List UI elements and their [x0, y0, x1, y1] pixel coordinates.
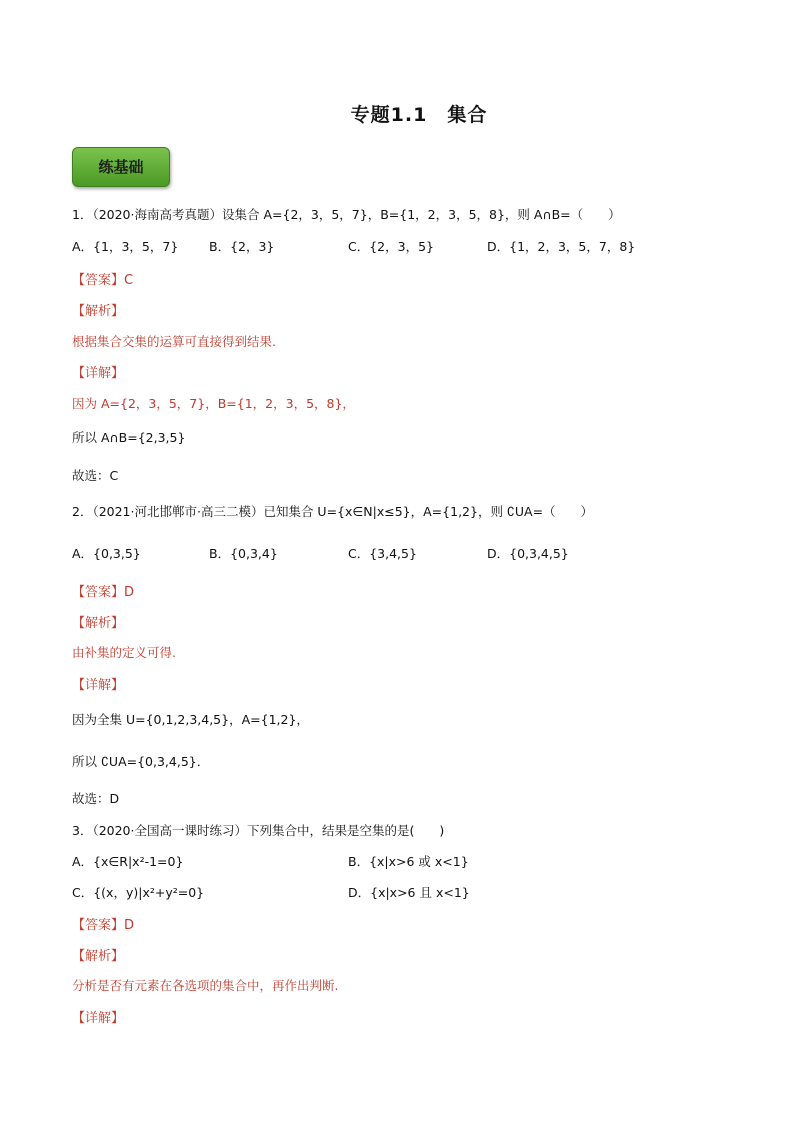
question-1: 1．（2020·海南高考真题）设集合 A={2，3，5，7}，B={1，2，3，5，8}，则 A∩B=（ ）: [72, 207, 621, 222]
q3-answer: D: [124, 918, 135, 933]
q1-detail-1: 因为 A={2，3，5，7}，B={1，2，3，5，8}，: [72, 396, 355, 411]
q2-answer: D: [124, 585, 135, 600]
q1-analysis-label: 【解析】: [72, 304, 125, 319]
q1-choice: 故选：C: [72, 468, 119, 483]
q3-option-d: D．{x|x>6 且 x<1}: [348, 885, 470, 900]
q2-detail-label: 【详解】: [72, 678, 125, 693]
q1-detail-label: 【详解】: [72, 366, 125, 381]
q1-analysis: 根据集合交集的运算可直接得到结果.: [72, 334, 276, 349]
q1-answer-row: [72, 269, 133, 288]
q1-option-d: D．{1，2，3，5，7，8}: [487, 239, 636, 254]
q1-option-c: C．{2，3，5}: [348, 239, 434, 254]
q1-detail-2: 所以 A∩B={2,3,5}: [72, 430, 186, 445]
q2-detail-1: 因为全集 U={0,1,2,3,4,5}，A={1,2}，: [72, 712, 309, 727]
q2-analysis-label: 【解析】: [72, 616, 125, 631]
section-badge: 练基础: [72, 147, 170, 187]
q3-detail-label: 【详解】: [72, 1011, 125, 1026]
q3-option-a: A．{x∈R|x²-1=0}: [72, 854, 184, 869]
answer-label: 【答案】: [72, 273, 125, 288]
page-title: 专题1.1 集合: [350, 104, 488, 126]
q2-analysis: 由补集的定义可得.: [72, 645, 176, 660]
q2-answer-row: [72, 581, 134, 600]
q2-option-d: D．{0,3,4,5}: [487, 546, 569, 561]
answer-label: 【答案】: [72, 918, 125, 933]
question-2: 2．（2021·河北邯郸市·高三二模）已知集合 U={x∈N|x≤5}，A={1,2}，则 ∁UA=（ ）: [72, 504, 594, 519]
q3-analysis: 分析是否有元素在各选项的集合中，再作出判断.: [72, 978, 339, 993]
q2-option-c: C．{3,4,5}: [348, 546, 417, 561]
q3-answer-row: [72, 914, 134, 933]
q3-option-b: B．{x|x>6 或 x<1}: [348, 854, 469, 869]
q1-answer: C: [124, 273, 134, 288]
q3-analysis-label: 【解析】: [72, 949, 125, 964]
q2-choice: 故选：D: [72, 791, 120, 806]
q2-option-b: B．{0,3,4}: [209, 546, 278, 561]
q3-option-c: C．{(x，y)|x²+y²=0}: [72, 885, 205, 900]
q2-detail-2: 所以 ∁UA={0,3,4,5}．: [72, 754, 210, 769]
q2-option-a: A．{0,3,5}: [72, 546, 141, 561]
q1-option-a: A．{1，3，5，7}: [72, 239, 179, 254]
q1-option-b: B．{2，3}: [209, 239, 275, 254]
answer-label: 【答案】: [72, 585, 125, 600]
question-3: 3．（2020·全国高一课时练习）下列集合中，结果是空集的是( ): [72, 823, 445, 838]
